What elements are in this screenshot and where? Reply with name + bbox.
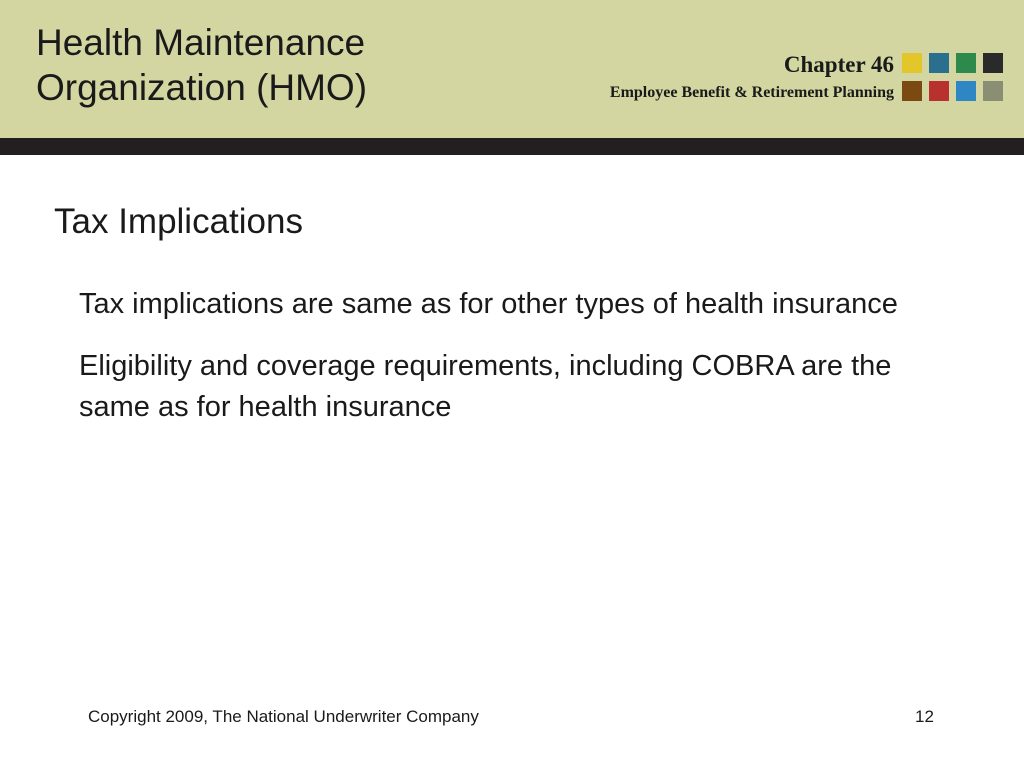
decorative-square	[983, 53, 1003, 73]
decorative-square	[902, 53, 922, 73]
decorative-square	[956, 53, 976, 73]
chapter-label: Chapter 46	[783, 52, 894, 77]
page-number: 12	[915, 707, 934, 726]
decorative-square	[956, 81, 976, 101]
footer-copyright: Copyright 2009, The National Underwriter Company	[88, 707, 479, 726]
decorative-square	[902, 81, 922, 101]
book-subtitle: Employee Benefit & Retirement Planning	[609, 84, 894, 101]
header-band	[0, 0, 1024, 138]
bullet-item: Eligibility and coverage requirements, including COBRA are the same as for health insurance	[79, 350, 892, 423]
decorative-squares	[902, 53, 1006, 103]
slide-title-line-2: Organization (HMO)	[36, 67, 368, 108]
decorative-square	[983, 81, 1003, 101]
decorative-square	[929, 81, 949, 101]
bullet-item: Tax implications are same as for other types of health insurance	[79, 288, 898, 320]
decorative-square	[929, 53, 949, 73]
bullet-list	[79, 284, 949, 449]
slide-title	[36, 20, 367, 110]
header-divider-bar	[0, 138, 1024, 155]
slide-title-line-1: Health Maintenance	[36, 22, 366, 63]
section-heading: Tax Implications	[54, 202, 303, 241]
